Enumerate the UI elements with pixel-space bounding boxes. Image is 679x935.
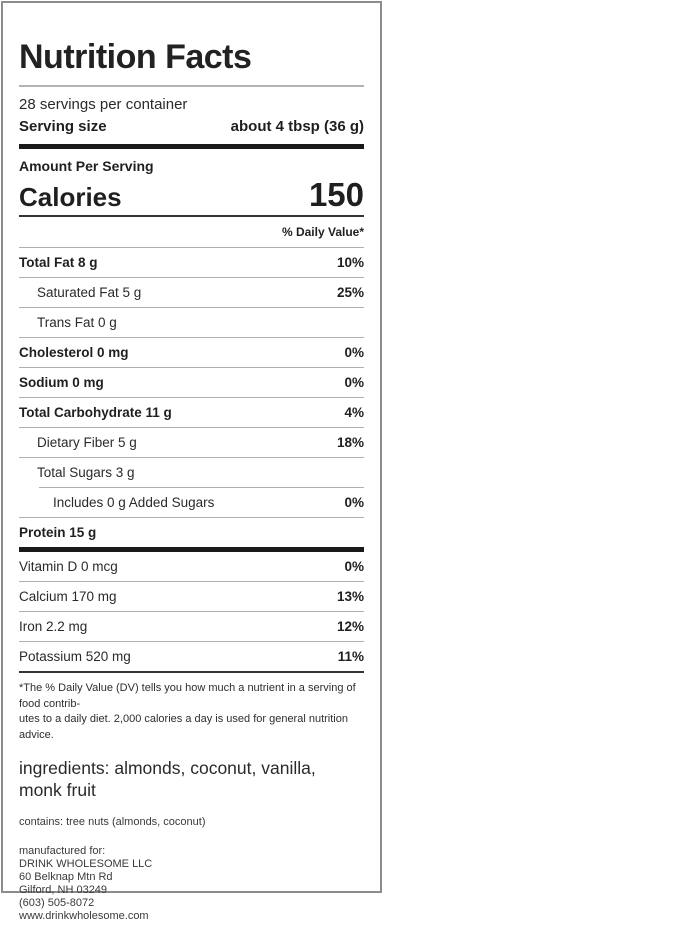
nutrient-label: Saturated Fat 5 g <box>37 285 142 301</box>
calories-value: 150 <box>308 176 364 214</box>
nutrition-facts-panel <box>1 1 382 922</box>
nutrient-label: Total Sugars 3 g <box>37 465 135 481</box>
footnote-line-1: *The % Daily Value (DV) tells you how much a nutrient in a serving of food contrib- <box>19 682 356 710</box>
amount-per-serving-label: Amount Per Serving <box>19 158 154 175</box>
nutrient-dv: 18% <box>336 435 364 451</box>
manufacturer-block <box>19 845 364 923</box>
mineral-row-vitamin-d <box>19 552 364 581</box>
servings-per-container: 28 servings per container <box>19 96 188 114</box>
nutrient-row-total-sugars <box>19 458 364 487</box>
serving-size-label: Serving size <box>19 118 107 136</box>
manufactured-for-label: manufactured for: <box>19 844 106 857</box>
nutrient-row-trans-fat <box>19 308 364 337</box>
mineral-row-iron <box>19 612 364 641</box>
manufacturer-city-state-zip: Gilford, NH 03249 <box>19 883 108 896</box>
manufacturer-street: 60 Belknap Mtn Rd <box>19 870 113 883</box>
nutrient-dv: 0% <box>344 345 364 361</box>
manufacturer-name: DRINK WHOLESOME LLC <box>19 857 153 870</box>
nutrient-row-dietary-fiber <box>19 428 364 457</box>
mineral-dv: 12% <box>336 619 364 635</box>
mineral-label: Calcium 170 mg <box>19 589 117 605</box>
nutrient-label: Cholesterol 0 mg <box>19 345 129 361</box>
mineral-dv: 0% <box>344 559 364 575</box>
nutrient-row-total-fat <box>19 248 364 277</box>
daily-value-footnote <box>19 673 364 743</box>
nutrient-row-protein <box>19 518 364 547</box>
mineral-label: Vitamin D 0 mcg <box>19 559 118 575</box>
calories-label: Calories <box>19 182 122 213</box>
title-divider <box>19 85 364 87</box>
nutrient-dv: 4% <box>344 405 364 421</box>
allergen-contains-text: contains: tree nuts (almonds, coconut) <box>19 815 206 828</box>
nutrient-row-total-carbohydrate <box>19 398 364 427</box>
mineral-label: Iron 2.2 mg <box>19 619 88 635</box>
manufacturer-phone: (603) 505-8072 <box>19 896 95 909</box>
manufacturer-website: www.drinkwholesome.com <box>19 909 149 922</box>
mineral-dv: 11% <box>337 649 364 665</box>
nutrient-row-cholesterol <box>19 338 364 367</box>
nutrient-dv: 10% <box>336 255 364 271</box>
nutrient-dv: 0% <box>344 495 364 511</box>
nutrient-label: Total Fat 8 g <box>19 255 98 271</box>
nutrient-label: Trans Fat 0 g <box>37 315 117 331</box>
nutrient-dv: 0% <box>344 375 364 391</box>
ingredients-text: ingredients: almonds, coconut, vanilla, monk fruit <box>19 757 316 800</box>
nutrient-dv: 25% <box>336 285 364 301</box>
nutrient-row-sodium <box>19 368 364 397</box>
nutrient-label: Sodium 0 mg <box>19 375 104 391</box>
calories-row <box>19 178 364 215</box>
serving-size-row <box>19 117 364 144</box>
mineral-dv: 13% <box>336 589 364 605</box>
daily-value-header: % Daily Value* <box>281 225 364 240</box>
nutrient-label: Includes 0 g Added Sugars <box>53 495 215 511</box>
footnote-line-2: utes to a daily diet. 2,000 calories a day is used for general nutrition advice. <box>19 713 348 741</box>
mineral-label: Potassium 520 mg <box>19 649 131 665</box>
nutrient-label: Total Carbohydrate 11 g <box>19 405 172 421</box>
mineral-row-calcium <box>19 582 364 611</box>
mineral-row-potassium <box>19 642 364 671</box>
nutrient-row-added-sugars <box>19 488 364 517</box>
nutrient-label: Protein 15 g <box>19 525 97 541</box>
serving-size-value: about 4 tbsp (36 g) <box>230 118 364 136</box>
nutrition-facts-title: Nutrition Facts <box>19 38 252 76</box>
nutrient-row-saturated-fat <box>19 278 364 307</box>
nutrient-label: Dietary Fiber 5 g <box>37 435 137 451</box>
